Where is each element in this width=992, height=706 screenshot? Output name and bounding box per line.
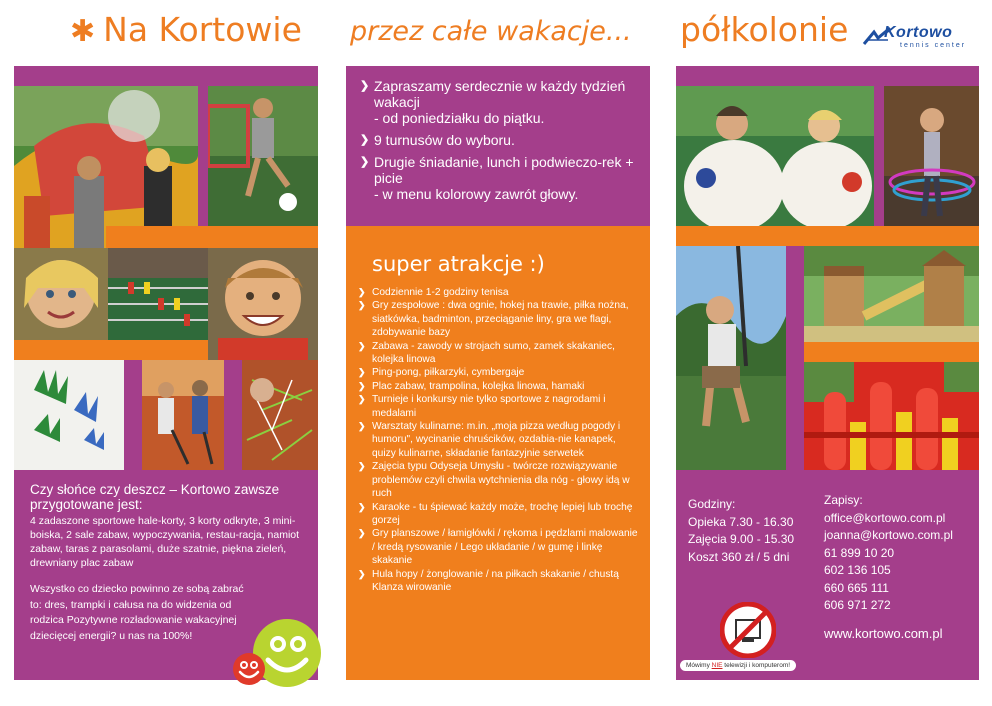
no-tv-text-after: telewizji i komputerom! [722, 662, 791, 669]
left-orange-strip-1 [106, 226, 318, 248]
photo-bouncy-castle [804, 362, 979, 470]
right-column [676, 66, 979, 680]
no-tv-text-before: Mówimy [686, 662, 712, 669]
website-link[interactable]: www.kortowo.com.pl [824, 626, 943, 641]
photo-boy-smiling [208, 248, 318, 360]
photo-soccer-kick [208, 86, 318, 226]
attractions-title: super atrakcje :) [372, 252, 545, 276]
hours-label: Godziny: [688, 497, 736, 511]
no-tv-icon [720, 602, 776, 658]
photo-hand-painting [14, 360, 124, 470]
signup-phone: 602 136 105 [824, 563, 891, 577]
left-orange-strip-2 [14, 340, 208, 360]
attraction-item: ❯ Codziennie 1-2 godziny tenisa [358, 286, 638, 299]
signup-block [824, 492, 953, 615]
photo-sumo-suits [676, 86, 874, 226]
signup-email-1[interactable]: office@kortowo.com.pl [824, 510, 946, 525]
no-tv-badge [676, 602, 826, 674]
attraction-item: ❯ Karaoke - tu śpiewać każdy może, trochę lepiej lub trochę gorzej [358, 501, 638, 528]
attractions-section [346, 226, 650, 680]
kortowo-logo [862, 24, 972, 52]
signup-phone: 606 971 272 [824, 598, 891, 612]
hours-line: Opieka 7.30 - 16.30 [688, 514, 794, 529]
intro-item: ❯ 9 turnusów do wyboru. [360, 132, 636, 148]
attraction-item: ❯ Zajęcia typu Odyseja Umysłu - twórcze rozwiązywanie problemów czyli chwila wytchnienia dla nóg - głowy idą w ruch [358, 460, 638, 500]
middle-column [346, 66, 650, 680]
photo-girl-portrait [14, 248, 108, 340]
photo-wooden-playground [804, 246, 979, 342]
signup-email-2[interactable]: joanna@kortowo.com.pl [824, 528, 953, 542]
no-tv-text [680, 660, 796, 671]
header-title [70, 10, 302, 60]
no-tv-text-nie: NIE [711, 662, 723, 669]
hours-line: Zajęcia 9.00 - 15.30 [688, 532, 795, 546]
intro-item: ❯ Drugie śniadanie, lunch i podwieczo-rek + picie - w menu kolorowy zawrót głowy. [360, 154, 636, 202]
left-facilities: 4 zadaszone sportowe hale-korty, 3 korty odkryte, 3 mini-boiska, 2 sale zabaw, wypoczywania, restau-racja, namiot zabaw, taras z parasolami, duże szatnie, piękna zieleń, drewniany plac zabaw [30, 515, 300, 569]
attraction-item: ❯ Plac zabaw, trampolina, kolejka linowa, hamaki [358, 380, 638, 393]
photo-hockey-kids [142, 360, 224, 470]
attractions-list [358, 286, 638, 594]
intro-item: ❯ Zapraszamy serdecznie w każdy tydzień wakacji - od poniedziałku do piątku. [360, 78, 636, 126]
hours-line: Koszt 360 zł / 5 dni [688, 549, 790, 564]
photo-hula-hoop [884, 86, 979, 226]
signup-phone: 61 899 10 20 [824, 545, 895, 560]
header-title-text: Na Kortowie [103, 10, 302, 49]
left-bring-info: Wszystko co dziecko powinno ze sobą zabrać to: dres, trampki i całusa na do widzenia od rodzica Pozytywne rozładowanie wakacyjnej dziecięcej energii? u nas na 100%! [30, 583, 244, 642]
attraction-item: ❯ Zabawa - zawody w strojach sumo, zamek skakaniec, kolejka linowa [358, 340, 638, 367]
attraction-item: ❯ Warsztaty kulinarne: m.in. „moja pizza według pogody i humoru", wycinanie chruścików, ozdabia-nie kanapek, quizy kulinarne, składanie fantazyjnie serwetek [358, 420, 638, 460]
attraction-item: ❯ Gry zespołowe : dwa ognie, hokej na trawie, piłka nożna, siatkówka, badminton, przeciąganie liny, gra we flagi, zdobywanie bazy [358, 299, 638, 339]
attraction-item: ❯ Turnieje i konkursy nie tylko sportowe z nagrodami i medalami [358, 393, 638, 420]
intro-section [346, 66, 650, 226]
right-orange-strip-2 [804, 342, 979, 362]
header-title-2: półkolonie [680, 10, 849, 49]
attraction-item: ❯ Gry planszowe / łamigłówki / rękoma i pędzlami malowanie / kredą rysowanie / Lego układanie / w gumę i linkę skakanie [358, 527, 638, 567]
photo-rope-swing [676, 246, 786, 470]
photo-foosball [108, 248, 208, 340]
right-orange-strip-1 [676, 226, 979, 246]
signup-phone: 660 665 111 [824, 580, 889, 595]
logo-sub: tennis center [900, 42, 967, 49]
logo-name: Kortowo [884, 24, 953, 41]
left-column [14, 66, 318, 680]
attraction-item: ❯ Hula hopy / żonglowanie / na piłkach skakanie / chustą Klanza wirowanie [358, 568, 638, 595]
attraction-item: ❯ Ping-pong, piłkarzyki, cymbergaje [358, 366, 638, 379]
hours-block [688, 496, 794, 566]
star-icon: ✱ [70, 14, 96, 49]
photo-chalk-drawing [242, 360, 318, 470]
smiley-red-icon [232, 652, 266, 686]
photo-parachute-game [14, 86, 198, 248]
signup-label: Zapisy: [824, 493, 863, 507]
header-subtitle: przez całe wakacje... [350, 16, 632, 47]
left-lead: Czy słońce czy deszcz – Kortowo zawsze przygotowane jest: [30, 482, 280, 512]
